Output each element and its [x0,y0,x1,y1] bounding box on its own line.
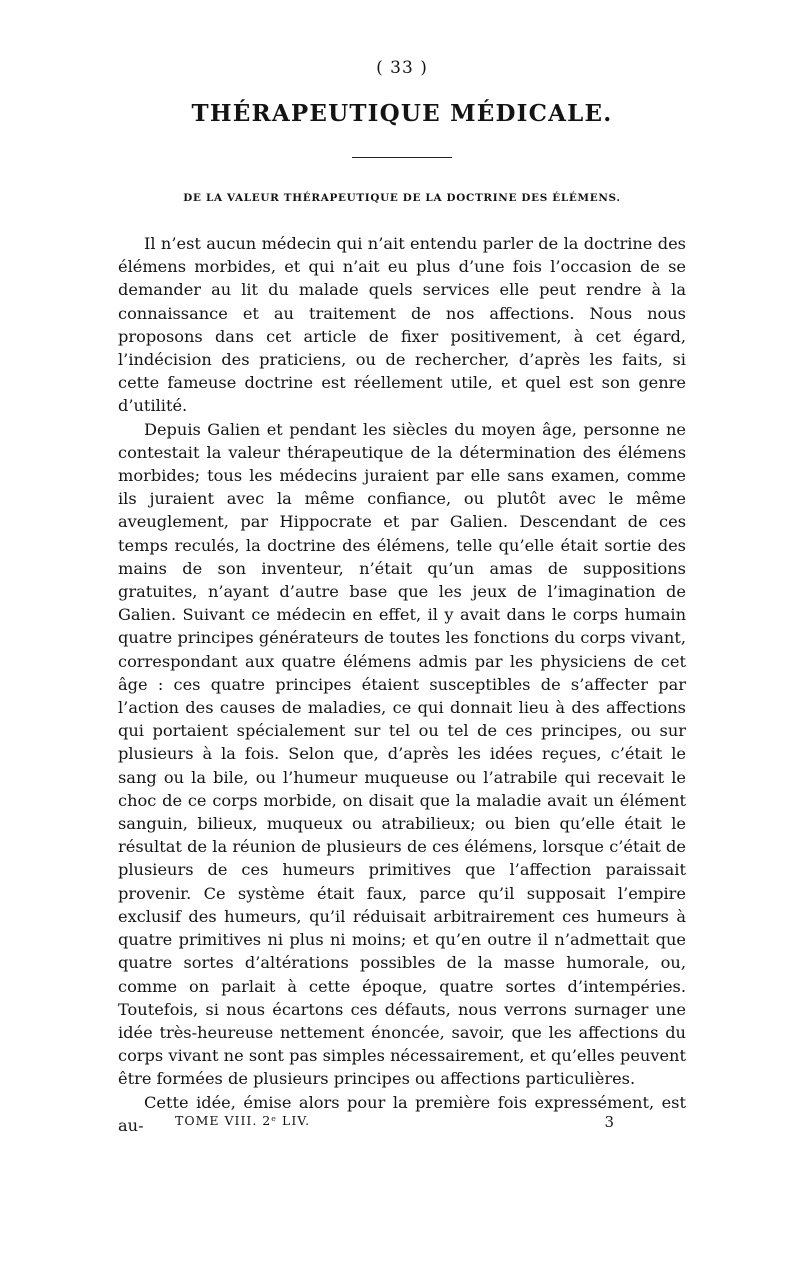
paragraph-1: Il n’est aucun médecin qui n’ait entendu parler de la doctrine des élémens morbides, et qui n’ait eu plus d’une fois l’occasion de se demander au lit du malade quels services elle peut rendre à la connaissance et au traitement de nos affections. Nous nous proposons dans cet article de fixer positivement, à cet égard, l’indécision des praticiens, ou de rechercher, d’après les faits, si cette fameuse doctrine est réellement utile, et quel est son genre d’utilité. [118,234,686,416]
paragraph-2: Depuis Galien et pendant les siècles du moyen âge, personne ne contestait la valeur thérapeutique de la détermination des élémens morbides; tous les médecins juraient par elle sans examen, comme ils juraient avec la même confiance, ou plutôt avec le même aveuglement, par Hippocrate et par Galien. Descendant de ces temps reculés, la doctrine des élémens, telle qu’elle était sortie des mains de son inventeur, n’était qu’un amas de suppositions gratuites, n’ayant d’autre base que les jeux de l’imagination de Galien. Suivant ce médecin en effet, il y avait dans le corps humain quatre principes générateurs de toutes les fonctions du corps vivant, correspondant aux quatre élémens admis par les physiciens de cet âge : ces quatre principes étaient susceptibles de s’affecter par l’action des causes de maladies, ce qui donnait lieu à des affections qui portaient spécialement sur tel ou tel de ces principes, ou sur plusieurs à la fois. Selon que, d’après les idées reçues, c’était le sang ou la bile, ou l’humeur muqueuse ou l’atrabile qui recevait le choc de ce corps morbide, on disait que la maladie avait un élément sanguin, bilieux, muqueux ou atrabilieux; ou bien qu’elle était le résultat de la réunion de plusieurs de ces élémens, lorsque c’était de plusieurs de ces humeurs primitives que l’affection paraissait provenir. Ce système était faux, parce qu’il supposait l’empire exclusif des humeurs, qu’il réduisait arbitrairement ces humeurs à quatre primitives ni plus ni moins; et qu’en outre il n’admettait que quatre sortes d’altérations possibles de la masse humorale, ou, comme on parlait à cette époque, quatre sortes d’intempéries. Toutefois, si nous écartons ces défauts, nous verrons surnager une idée très-heureuse nettement énoncée, savoir, que les affections du corps vivant ne sont pas simples nécessairement, et qu’elles peuvent être formées de plusieurs principes ou affections particulières. [118,419,686,1089]
article-body [118,232,686,1137]
page [118,58,686,1137]
title-divider [352,157,452,158]
page-title: THÉRAPEUTIQUE MÉDICALE. [191,100,613,127]
page-number: ( 33 ) [376,58,428,78]
folio-number: 3 [604,1113,615,1131]
article-subtitle: DE LA VALEUR THÉRAPEUTIQUE DE LA DOCTRINE DES ÉLÉMENS. [183,192,621,204]
signature-mark: TOME VIII. 2ᵉ LIV. [175,1113,311,1128]
paragraph-3: Cette idée, émise alors pour la première fois expressément, est au- [118,1092,686,1135]
